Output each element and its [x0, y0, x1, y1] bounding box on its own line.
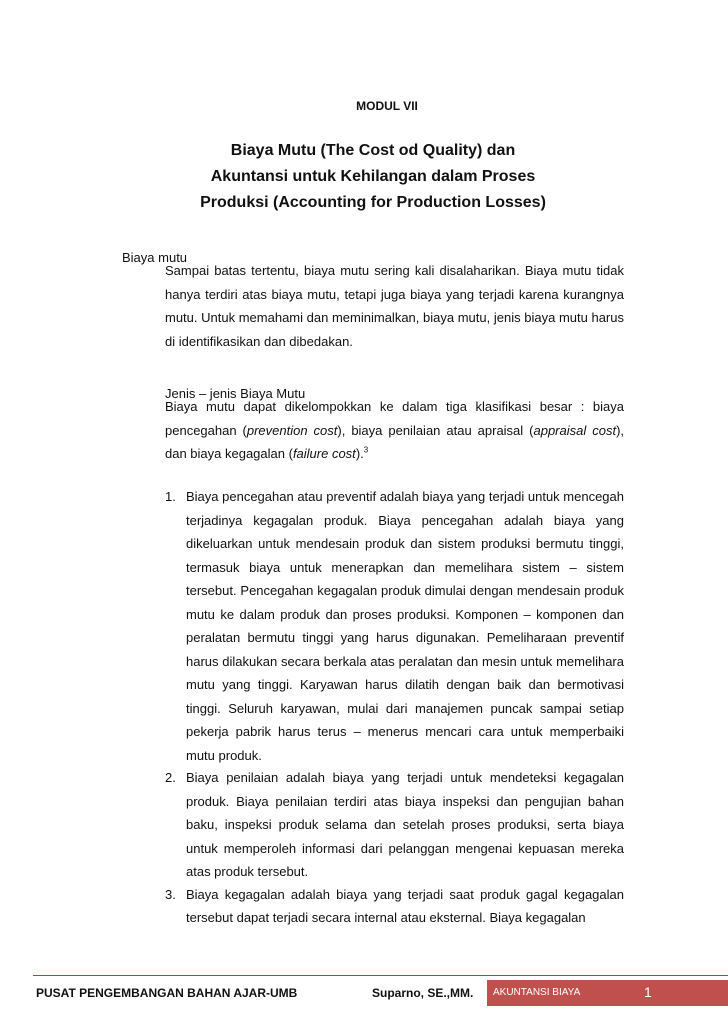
- list-item: [165, 485, 624, 767]
- document-title: [150, 138, 596, 216]
- list-number: 2.: [165, 770, 176, 785]
- title-line: Akuntansi untuk Kehilangan dalam Proses: [210, 168, 536, 185]
- list-item: [165, 883, 624, 930]
- list-item-text: Biaya pencegahan atau preventif adalah biaya yang terjadi untuk mencegah terjadinya kegagalan produk. Biaya pencegahan adalah biaya yang dikeluarkan untuk mendesain produk dan sistem produksi bermutu tinggi, termasuk biaya untuk menerapkan dan memelihara sistem – sistem tersebut. Pencegahan kegagalan produk dimulai dengan mendesain produk mutu ke dalam produk dan proses produksi. Komponen – komponen dan peralatan bermutu tinggi yang harus digunakan. Pemeliharaan preventif harus dilakukan secara berkala atas peralatan dan mesin untuk memelihara mutu yang tinggi. Karyawan harus dilatih dengan baik dan bermotivasi tinggi. Seluruh karyawan, mulai dari manajemen puncak sampai setiap pekerja pabrik harus terus – menerus mencari cara untuk memperbaiki mutu produk.: [186, 489, 624, 763]
- intro-paragraph: Sampai batas tertentu, biaya mutu sering kali disalaharikan. Biaya mutu tidak hanya terdiri atas biaya mutu, tetapi juga biaya yang terjadi karena kurangnya mutu. Untuk memahami dan meminimalkan, biaya mutu, jenis biaya mutu harus di identifikasikan dan dibedakan.: [165, 263, 624, 349]
- paragraph-text: Biaya mutu dapat dikelompokkan ke dalam tiga klasifikasi besar : biaya pencegahan (: [165, 399, 624, 438]
- paragraph-text: ), dan biaya kegagalan (: [165, 422, 625, 461]
- title-line: Biaya Mutu (The Cost od Quality) dan: [230, 142, 516, 159]
- page-number: 1: [644, 984, 652, 1000]
- cost-types-list: [165, 485, 624, 930]
- term-failure-cost: failure cost: [292, 446, 356, 461]
- paragraph-text: ).: [355, 446, 364, 461]
- footer-author: Suparno, SE.,MM.: [372, 986, 474, 1000]
- subheading: Jenis – jenis Biaya Mutu: [165, 386, 306, 401]
- list-item: [165, 766, 624, 884]
- list-number: 1.: [165, 489, 176, 504]
- title-line: Produksi (Accounting for Production Losses): [200, 194, 546, 211]
- footer-organization: PUSAT PENGEMBANGAN BAHAN AJAR-UMB: [36, 986, 298, 1000]
- section-heading: Biaya mutu: [122, 250, 188, 265]
- list-item-text: Biaya penilaian adalah biaya yang terjadi untuk mendeteksi kegagalan produk. Biaya penilaian terdiri atas biaya inspeksi dan pengujian bahan baku, inspeksi produk selama dan setelah proses produksi, serta biaya untuk memperoleh informasi dari pelanggan mengenai kepuasan mereka atas produk tersebut.: [186, 770, 624, 879]
- module-label: MODUL VII: [356, 99, 418, 113]
- list-item-text: Biaya kegagalan adalah biaya yang terjadi saat produk gagal kegagalan tersebut dapat terjadi secara internal atau eksternal. Biaya kegagalan: [186, 886, 624, 925]
- footer-rule: [33, 975, 728, 976]
- footer-course-box: [487, 980, 728, 1006]
- paragraph-text: ), biaya penilaian atau apraisal (: [337, 422, 534, 438]
- footer-course: AKUNTANSI BIAYA: [493, 987, 581, 998]
- list-number: 3.: [165, 886, 176, 902]
- term-prevention-cost: prevention cost: [246, 422, 338, 438]
- classification-paragraph: [165, 395, 624, 466]
- term-appraisal-cost: appraisal cost: [533, 422, 617, 438]
- footnote-marker: 3: [363, 445, 369, 455]
